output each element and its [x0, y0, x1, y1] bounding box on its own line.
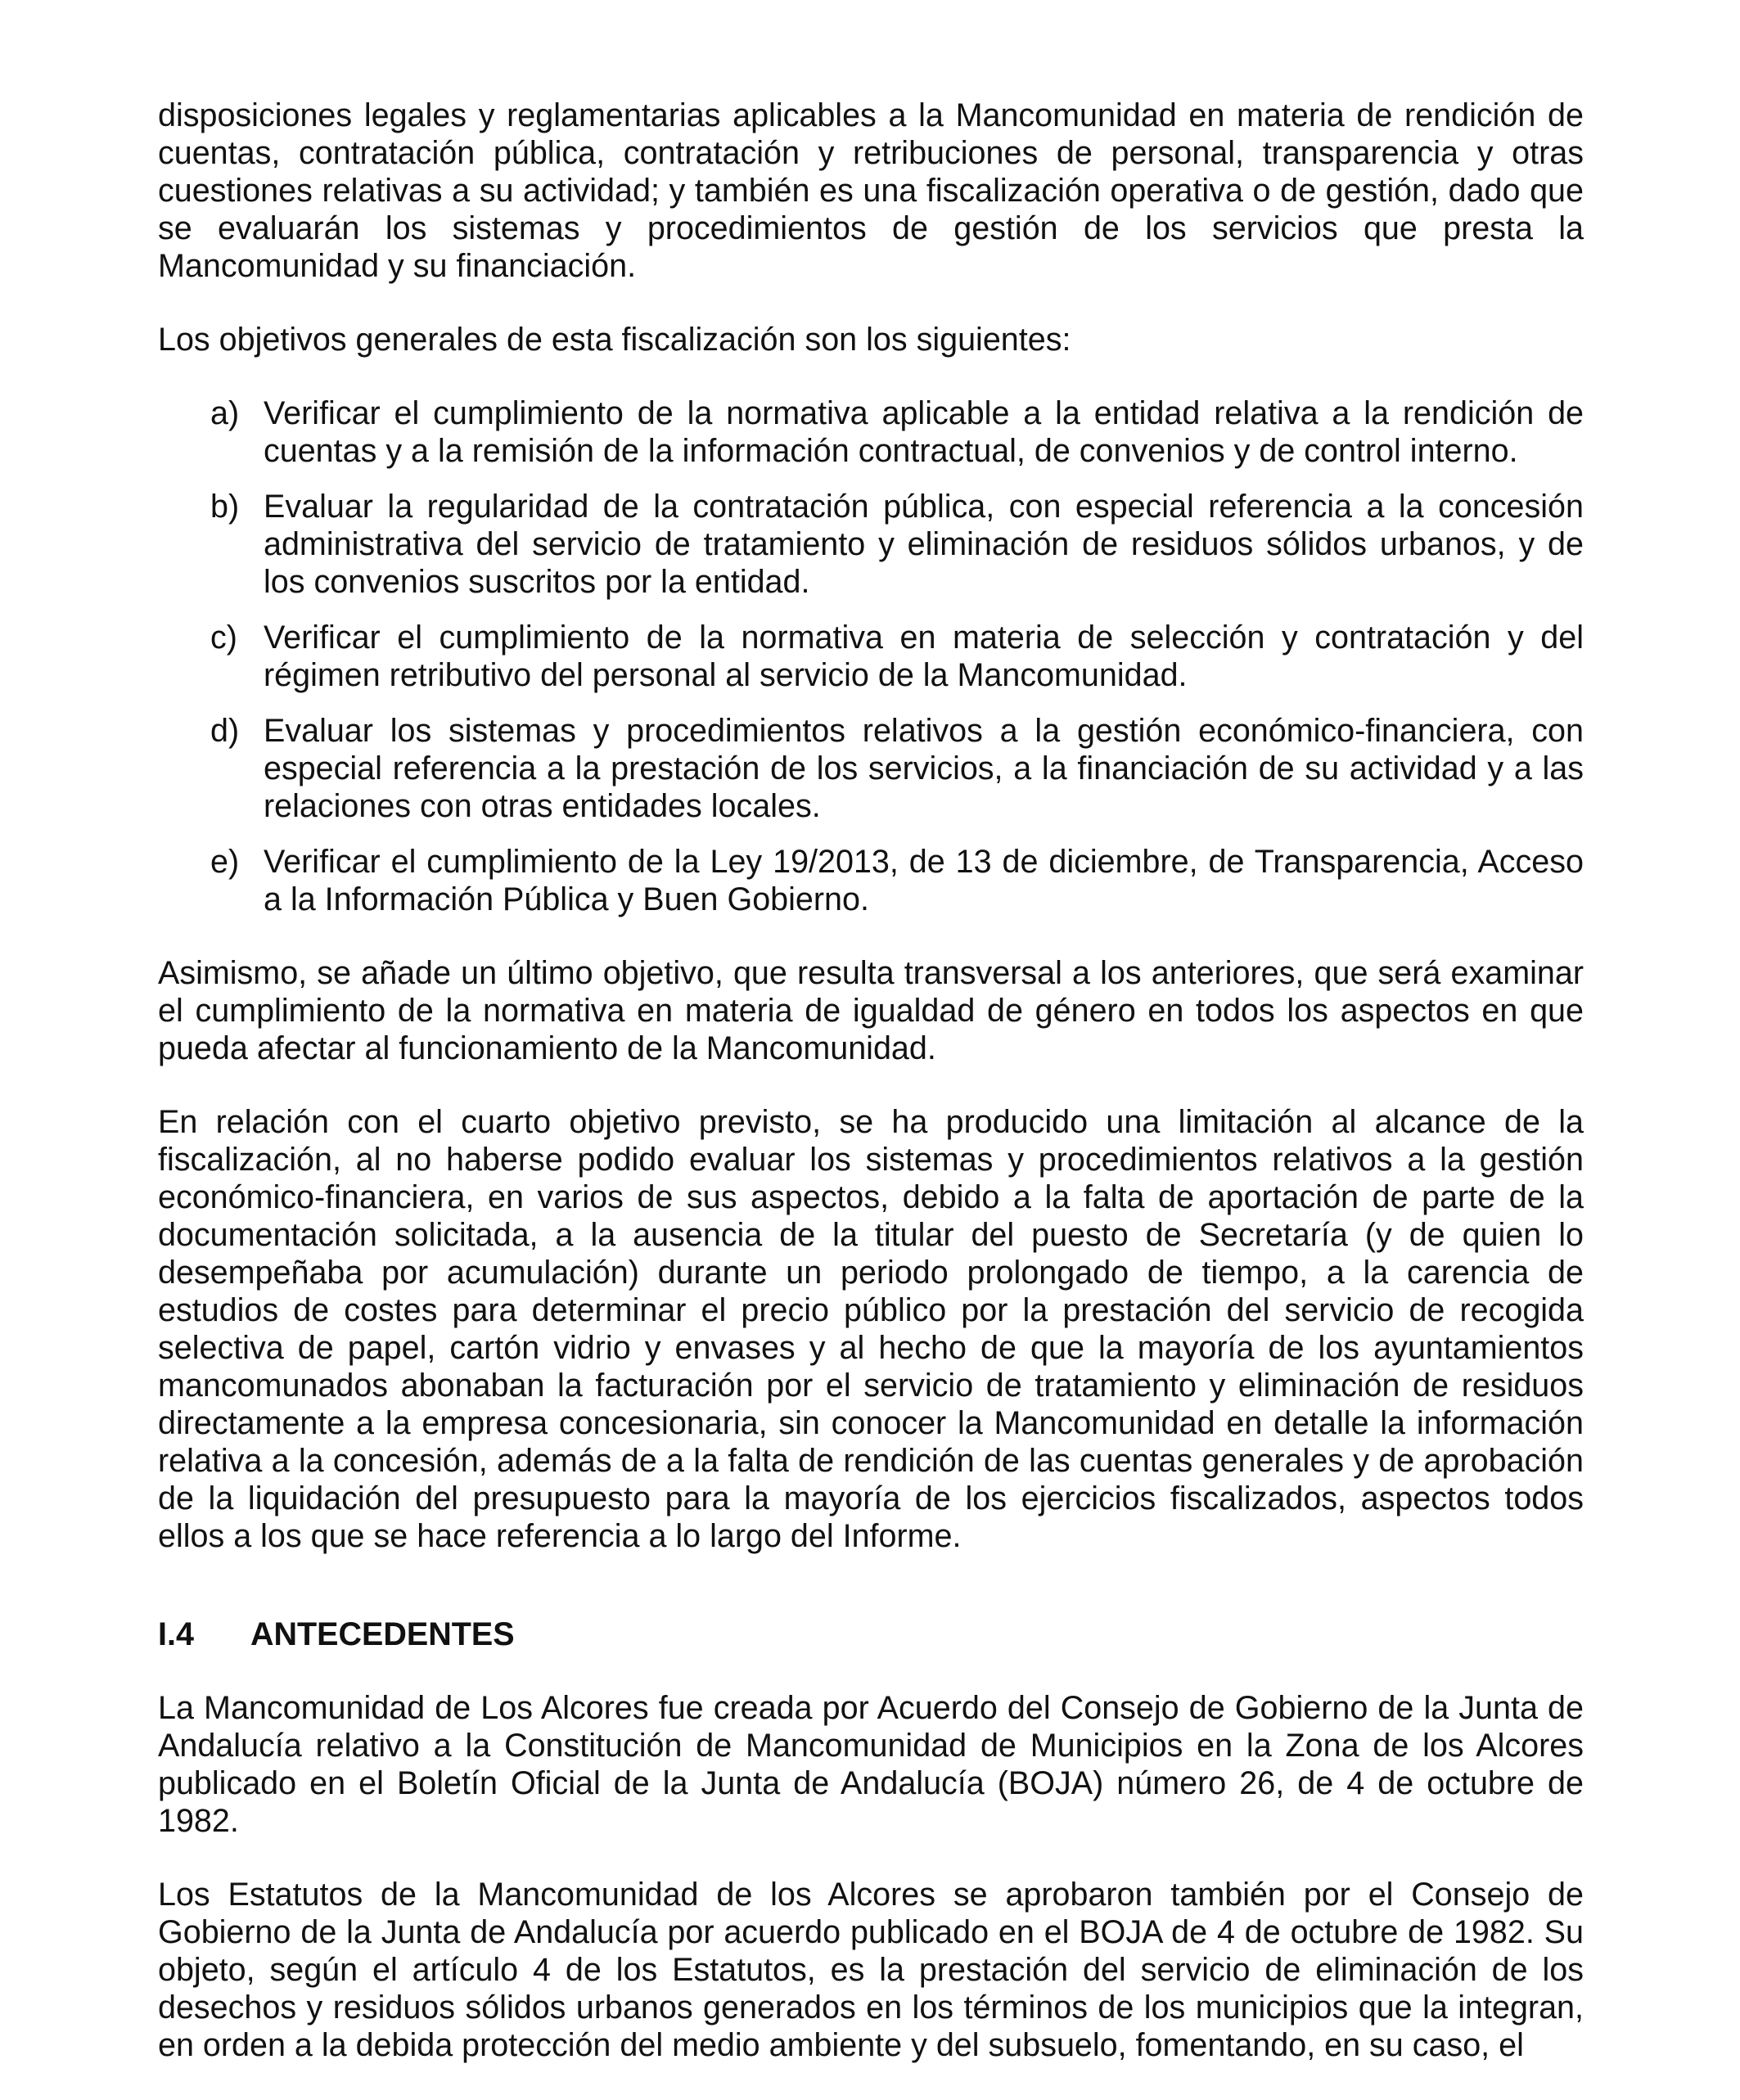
list-item — [158, 712, 1584, 825]
list-marker: d) — [210, 713, 240, 749]
list-marker: b) — [210, 489, 240, 525]
section-title: ANTECEDENTES — [250, 1616, 515, 1652]
paragraph-gender-objective: Asimismo, se añade un último objetivo, que resulta transversal a los anteriores, que será examinar el cumplimiento de la normativa en materia de igualdad de género en todos los aspectos en que pueda afectar al funcionamiento de la Mancomunidad. — [158, 955, 1584, 1066]
list-item-text: Evaluar los sistemas y procedimientos relativos a la gestión económico-financiera, con especial referencia a la prestación de los servicios, a la financiación de su actividad y a las relaciones con otras entidades locales. — [264, 713, 1584, 824]
section-number: I.4 — [158, 1616, 194, 1652]
list-item — [158, 619, 1584, 694]
paragraph-statutes: Los Estatutos de la Mancomunidad de los Alcores se aprobaron también por el Consejo de Gobierno de la Junta de Andalucía por acuerdo publicado en el BOJA de 4 de octubre de 1982. Su objeto, según el artículo 4 de los Estatutos, es la prestación del servicio de eliminación de los desechos y residuos sólidos urbanos generados en los términos de los municipios que la integran, en orden a la debida protección del medio ambiente y del subsuelo, fomentando, en su caso, el — [158, 1877, 1584, 2063]
list-item — [158, 394, 1584, 470]
list-marker: e) — [210, 844, 240, 880]
paragraph-scope-limitation: En relación con el cuarto objetivo previsto, se ha producido una limitación al alcance de la fiscalización, al no haberse podido evaluar los sistemas y procedimientos relativos a la gestión económico-financiera, en varios de sus aspectos, debido a la falta de aportación de parte de la documentación solicitada, a la ausencia de la titular del puesto de Secretaría (y de quien lo desempeñaba por acumulación) durante un periodo prolongado de tiempo, a la carencia de estudios de costes para determinar el precio público por la prestación del servicio de recogida selectiva de papel, cartón vidrio y envases y al hecho de que la mayoría de los ayuntamientos mancomunados abonaban la facturación por el servicio de tratamiento y eliminación de residuos directamente a la empresa concesionaria, sin conocer la Mancomunidad en detalle la información relativa a la concesión, además de a la falta de rendición de las cuentas generales y de aprobación de la liquidación del presupuesto para la mayoría de los ejercicios fiscalizados, aspectos todos ellos a los que se hace referencia a lo largo del Informe. — [158, 1104, 1584, 1554]
list-item-text: Verificar el cumplimiento de la Ley 19/2013, de 13 de diciembre, de Transparencia, Acceso a la Información Pública y Buen Gobierno. — [264, 844, 1584, 917]
section-heading — [158, 1616, 1584, 1653]
list-item-text: Verificar el cumplimiento de la normativa en materia de selección y contratación y del régimen retributivo del personal al servicio de la Mancomunidad. — [264, 620, 1584, 693]
list-item-text: Verificar el cumplimiento de la normativa aplicable a la entidad relativa a la rendición de cuentas y a la remisión de la información contractual, de convenios y de control interno. — [264, 395, 1584, 469]
paragraph-scope: disposiciones legales y reglamentarias aplicables a la Mancomunidad en materia de rendición de cuentas, contratación pública, contratación y retribuciones de personal, transparencia y otras cuestiones relativas a su actividad; y también es una fiscalización operativa o de gestión, dado que se evaluarán los sistemas y procedimientos de gestión de los servicios que presta la Mancomunidad y su financiación. — [158, 97, 1584, 284]
list-marker: c) — [210, 620, 237, 656]
paragraph-creation: La Mancomunidad de Los Alcores fue creada por Acuerdo del Consejo de Gobierno de la Junta de Andalucía relativo a la Constitución de Mancomunidad de Municipios en la Zona de los Alcores publicado en el Boletín Oficial de la Junta de Andalucía (BOJA) número 26, de 4 de octubre de 1982. — [158, 1690, 1584, 1839]
objectives-list — [158, 394, 1584, 918]
list-item — [158, 843, 1584, 918]
document-page — [158, 97, 1584, 2100]
list-item — [158, 488, 1584, 601]
list-item-text: Evaluar la regularidad de la contratación pública, con especial referencia a la concesión administrativa del servicio de tratamiento y eliminación de residuos sólidos urbanos, y de los convenios suscritos por la entidad. — [264, 489, 1584, 600]
list-marker: a) — [210, 395, 240, 431]
paragraph-objectives-intro: Los objetivos generales de esta fiscalización son los siguientes: — [158, 322, 1071, 358]
